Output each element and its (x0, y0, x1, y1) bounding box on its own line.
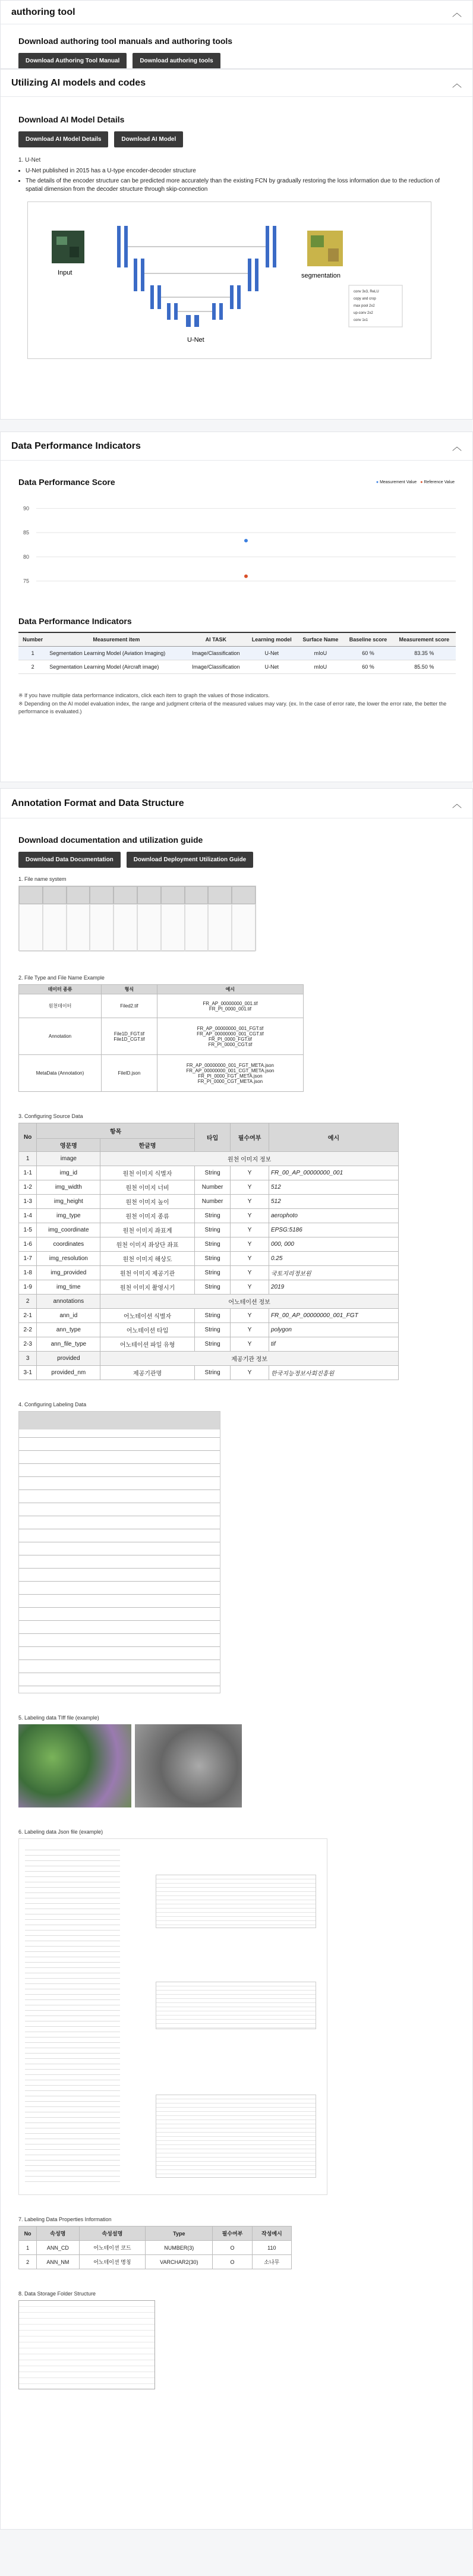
subsection-title: Download AI Model Details (18, 115, 125, 124)
performance-chart (18, 493, 456, 597)
download-guide-button[interactable]: Download Deployment Utilization Guide (127, 852, 253, 868)
cell: polygon (269, 1323, 398, 1337)
section-header[interactable] (1, 1, 472, 24)
caption: 8. Data Storage Folder Structure (18, 2291, 96, 2297)
performance-table (18, 632, 456, 674)
cell: 2019 (269, 1280, 398, 1295)
table-row[interactable] (18, 660, 456, 674)
cell: Segmentation Learning Model (Aviation Imaging) (47, 647, 185, 660)
caption: 7. Labeling Data Properties Information (18, 2216, 112, 2222)
cell: 원천 이미지 제공기관 (100, 1266, 195, 1280)
cell: 어노테이션 파일 유형 (100, 1337, 195, 1352)
cell: String (194, 1209, 230, 1223)
col-header: Measurement score (393, 632, 456, 647)
cell: img_provided (37, 1266, 100, 1280)
cell: 원천 이미지 높이 (100, 1195, 195, 1209)
col-header: Surface Name (297, 632, 343, 647)
cell: ann_type (37, 1323, 100, 1337)
cell: Y (231, 1209, 269, 1223)
cell: Y (231, 1266, 269, 1280)
table-row (19, 1295, 399, 1309)
cell: 1-9 (19, 1280, 37, 1295)
segmentation-label: segmentation (301, 272, 341, 279)
table-row (19, 1180, 399, 1195)
chevron-up-icon[interactable]: ︿ (452, 799, 462, 810)
cell: 원천 이미지 촬영시기 (100, 1280, 195, 1295)
chevron-up-icon[interactable]: ︿ (452, 79, 462, 89)
unet-label: U-Net (187, 336, 204, 344)
table-row (19, 1152, 399, 1166)
section-header[interactable] (1, 789, 472, 818)
col-header: Type (146, 2227, 213, 2241)
cell: 60 % (343, 660, 392, 674)
cell: 2 (19, 1295, 37, 1309)
col-header: Measurement item (47, 632, 185, 647)
tiff-image (135, 1724, 242, 1807)
subsection-title: Download authoring tool manuals and authoring tools (18, 36, 233, 46)
cell: 2-3 (19, 1337, 37, 1352)
section-title: Annotation Format and Data Structure (11, 798, 184, 808)
col-header: Number (18, 632, 47, 647)
cell: String (194, 1280, 230, 1295)
col-header: Baseline score (343, 632, 392, 647)
cell: 어노테이션 식별자 (100, 1309, 195, 1323)
cell: 한국지능정보사회진흥원 (269, 1366, 398, 1380)
cell: Y (231, 1309, 269, 1323)
cell: provided_nm (37, 1366, 100, 1380)
cell: 3-1 (19, 1366, 37, 1380)
input-label: Input (58, 269, 72, 276)
cell: 국토지리정보원 (269, 1266, 398, 1280)
cell: tif (269, 1337, 398, 1352)
model-name: 1. U-Net (18, 157, 41, 163)
cell: Y (231, 1337, 269, 1352)
cell: Y (231, 1280, 269, 1295)
cell: 000, 000 (269, 1237, 398, 1252)
cell: String (194, 1309, 230, 1323)
chart-legend (376, 480, 455, 484)
table-row (19, 1337, 399, 1352)
download-tools-button[interactable]: Download authoring tools (133, 53, 220, 69)
cell: 원천 이미지 정보 (100, 1152, 399, 1166)
col-header: 영문명 (37, 1139, 100, 1152)
cell: mIoU (297, 647, 343, 660)
cell: Number (194, 1195, 230, 1209)
cell: 2-1 (19, 1309, 37, 1323)
cell: Segmentation Learning Model (Aircraft image) (47, 660, 185, 674)
table-title: Data Performance Indicators (18, 616, 132, 626)
caption: 4. Configuring Labeling Data (18, 1402, 87, 1407)
cell: img_coordinate (37, 1223, 100, 1237)
cell: FR_AP_00000000_001.tif FR_PI_0000_001.tif (157, 994, 303, 1018)
cell: 3 (19, 1352, 37, 1366)
cell: Y (231, 1252, 269, 1266)
cell: 2-2 (19, 1323, 37, 1337)
col-header: 속성명 (37, 2227, 79, 2241)
svg-text:conv 1x1: conv 1x1 (354, 318, 368, 322)
cell: img_id (37, 1166, 100, 1180)
filename-system-figure (18, 886, 256, 951)
cell: 1-1 (19, 1166, 37, 1180)
cell: Y (231, 1180, 269, 1195)
col-header: 작성예시 (252, 2227, 291, 2241)
cell: 제공기관명 (100, 1366, 195, 1380)
cell: FR_00_AP_00000000_001 (269, 1166, 398, 1180)
caption: 1. File name system (18, 876, 67, 882)
cell: Y (231, 1166, 269, 1180)
cell: String (194, 1323, 230, 1337)
table-row (19, 1018, 304, 1055)
caption: 2. File Type and File Name Example (18, 975, 105, 981)
table-row (19, 1237, 399, 1252)
table-row (19, 1195, 399, 1209)
cell: 어노테이션 정보 (100, 1295, 399, 1309)
cell: 1 (19, 1152, 37, 1166)
tick-label: 75 (23, 578, 30, 584)
cell: Y (231, 1323, 269, 1337)
caption: 6. Labeling data Json file (example) (18, 1829, 103, 1835)
cell: 512 (269, 1180, 398, 1195)
svg-text:copy and crop: copy and crop (354, 297, 376, 301)
folder-structure-figure (18, 2300, 155, 2389)
cell: String (194, 1266, 230, 1280)
cell: image (37, 1152, 100, 1166)
cell: coordinates (37, 1237, 100, 1252)
cell: U-Net (246, 660, 297, 674)
cell: img_type (37, 1209, 100, 1223)
cell: Y (231, 1237, 269, 1252)
cell: provided (37, 1352, 100, 1366)
section-title: Utilizing AI models and codes (11, 77, 146, 88)
col-header: 타입 (194, 1123, 230, 1152)
labeling-data-figure (18, 1411, 220, 1693)
tick-label: 80 (23, 553, 30, 560)
table-row (19, 1166, 399, 1180)
cell: File1D_FGT.tif File1D_CGT.tif (102, 1018, 157, 1055)
tiff-image (18, 1724, 131, 1807)
model-bullets (26, 167, 455, 194)
cell: mIoU (297, 660, 343, 674)
cell: String (194, 1237, 230, 1252)
col-header: 형식 (102, 985, 157, 994)
table-row (19, 1266, 399, 1280)
cell: Number (194, 1180, 230, 1195)
cell: 원천 이미지 식별자 (100, 1166, 195, 1180)
cell: 어노테이션 타입 (100, 1323, 195, 1337)
table-row (19, 1323, 399, 1337)
cell: img_resolution (37, 1252, 100, 1266)
cell: Y (231, 1223, 269, 1237)
note-text: ※ If you have multiple data performance indicators, click each item to graph the values of those indicators. (18, 692, 270, 698)
col-header: 데이터 종류 (19, 985, 102, 994)
cell: FileID.json (102, 1055, 157, 1092)
cell: Image/Classification (185, 660, 246, 674)
file-type-table (18, 984, 304, 1092)
performance-section (0, 432, 473, 782)
legend-item[interactable]: ● Measurement Value (376, 480, 417, 484)
cell: EPSG:5186 (269, 1223, 398, 1237)
col-header: 예시 (157, 985, 303, 994)
cell: img_height (37, 1195, 100, 1209)
col-header: 항목 (37, 1123, 195, 1139)
unet-figure (27, 201, 431, 359)
cell: FR_AP_00000000_001_FGT.tif FR_AP_00000000_001_CGT.tif FR_PI_0000_FGT.tif FR_PI_0000_CGT.tif (157, 1018, 303, 1055)
cell: MetaData (Annotation) (19, 1055, 102, 1092)
download-manual-button[interactable]: Download Authoring Tool Manual (18, 53, 127, 69)
authoring-tool-section (0, 0, 473, 69)
cell: 원천 이미지 종류 (100, 1209, 195, 1223)
cell: 1-3 (19, 1195, 37, 1209)
cell: 2 (18, 660, 47, 674)
data-point[interactable] (244, 575, 248, 578)
col-header: Learning model (246, 632, 297, 647)
note-text: ※ Depending on the AI model evaluation index, the range and judgment criteria of the measured values may vary. (ex. In the case of error rate, the lower the error rate, the better the performance is evaluated.) (18, 700, 447, 714)
properties-table (18, 2226, 292, 2269)
legend-item[interactable]: ● Reference Value (420, 480, 455, 484)
section-title: Data Performance Indicators (11, 440, 141, 451)
download-model-button[interactable]: Download AI Model (114, 131, 183, 147)
cell: 0.25 (269, 1252, 398, 1266)
cell: 원천 이미지 좌상단 좌표 (100, 1237, 195, 1252)
cell: annotations (37, 1295, 100, 1309)
bullet: • The details of the encoder structure can be predicted more accurately than the existing FCN by gradually restoring the loss information due to the reduction of spatial dimension from the decoder structure through skip-connection (26, 177, 455, 194)
cell: 1-7 (19, 1252, 37, 1266)
cell: Image/Classification (185, 647, 246, 660)
json-example-figure (18, 1838, 327, 2195)
cell: 제공기관 정보 (100, 1352, 399, 1366)
cell: Y (231, 1366, 269, 1380)
cell: ann_file_type (37, 1337, 100, 1352)
cell: aerophoto (269, 1209, 398, 1223)
cell: 1-4 (19, 1209, 37, 1223)
subsection-title: Download documentation and utilization guide (18, 835, 203, 845)
cell: String (194, 1166, 230, 1180)
download-model-details-button[interactable]: Download AI Model Details (18, 131, 108, 147)
tiff-examples (18, 1724, 455, 1807)
ai-model-section (0, 69, 473, 420)
annotation-section (0, 788, 473, 2530)
table-row (19, 1252, 399, 1266)
cell: 1-2 (19, 1180, 37, 1195)
score-title: Data Performance Score (18, 477, 115, 487)
cell: img_time (37, 1280, 100, 1295)
cell: Y (231, 1195, 269, 1209)
cell: 원천데이터 (19, 994, 102, 1018)
cell: 원천 이미지 너비 (100, 1180, 195, 1195)
cell: 1-5 (19, 1223, 37, 1237)
tick-label: 90 (23, 505, 30, 512)
notes (18, 692, 455, 716)
table-row (19, 994, 304, 1018)
chevron-up-icon[interactable]: ︿ (452, 442, 462, 452)
cell: Filed2.tif (102, 994, 157, 1018)
table-row (19, 1309, 399, 1323)
table-row (19, 1352, 399, 1366)
cell: 원천 이미지 해상도 (100, 1252, 195, 1266)
cell: 원천 이미지 좌표계 (100, 1223, 195, 1237)
table-row (19, 1280, 399, 1295)
cell: FR_00_AP_00000000_001_FGT (269, 1309, 398, 1323)
col-header: 필수여부 (231, 1123, 269, 1152)
cell: img_width (37, 1180, 100, 1195)
svg-text:up-conv 2x2: up-conv 2x2 (354, 311, 373, 315)
chevron-up-icon[interactable]: ︿ (452, 8, 462, 18)
cell: 1-6 (19, 1237, 37, 1252)
svg-text:conv 3x3, ReLU: conv 3x3, ReLU (354, 289, 379, 294)
cell: ann_id (37, 1309, 100, 1323)
section-header[interactable] (1, 70, 472, 97)
col-header: 예시 (269, 1123, 398, 1152)
table-row (19, 1055, 304, 1092)
table-row (19, 1223, 399, 1237)
download-documentation-button[interactable]: Download Data Documentation (18, 852, 121, 868)
table-row[interactable] (18, 647, 456, 660)
tick-label: 85 (23, 530, 30, 536)
bullet: • U-Net published in 2015 has a U-type encoder-decoder structure (26, 167, 455, 176)
table-row (19, 1209, 399, 1223)
cell: String (194, 1337, 230, 1352)
caption: 5. Labeling data TIff file (example) (18, 1715, 99, 1721)
cell: U-Net (246, 647, 297, 660)
unet-diagram (28, 202, 432, 360)
table-row (19, 1366, 399, 1380)
cell: String (194, 1223, 230, 1237)
source-data-table (18, 1123, 399, 1380)
cell: 1-8 (19, 1266, 37, 1280)
cell: FR_AP_00000000_001_FGT_META.json FR_AP_00000000_001_CGT_META.json FR_PI_0000_FGT_META.json FR_PI_0000_CGT_META.json (157, 1055, 303, 1092)
svg-text:max pool 2x2: max pool 2x2 (354, 304, 375, 308)
cell: String (194, 1366, 230, 1380)
col-header: No (19, 2227, 37, 2241)
cell: String (194, 1252, 230, 1266)
caption: 3. Configuring Source Data (18, 1113, 83, 1119)
cell: 1 (18, 647, 47, 660)
col-header: 필수여부 (213, 2227, 252, 2241)
section-title: authoring tool (11, 7, 75, 17)
col-header: No (19, 1123, 37, 1152)
table-row: 1 ANN_CD 어노테이션 코드 NUMBER(3) O 110 (19, 2241, 292, 2255)
section-header[interactable] (1, 432, 472, 461)
cell: Annotation (19, 1018, 102, 1055)
cell: 512 (269, 1195, 398, 1209)
table-row: 2 ANN_NM 어노테이션 명칭 VARCHAR2(30) O 소나무 (19, 2255, 292, 2269)
cell: 85.50 % (393, 660, 456, 674)
cell: 60 % (343, 647, 392, 660)
data-point[interactable] (244, 539, 248, 543)
col-header: 한글명 (100, 1139, 195, 1152)
cell: 83.35 % (393, 647, 456, 660)
col-header: AI TASK (185, 632, 246, 647)
col-header: 속성설명 (79, 2227, 146, 2241)
